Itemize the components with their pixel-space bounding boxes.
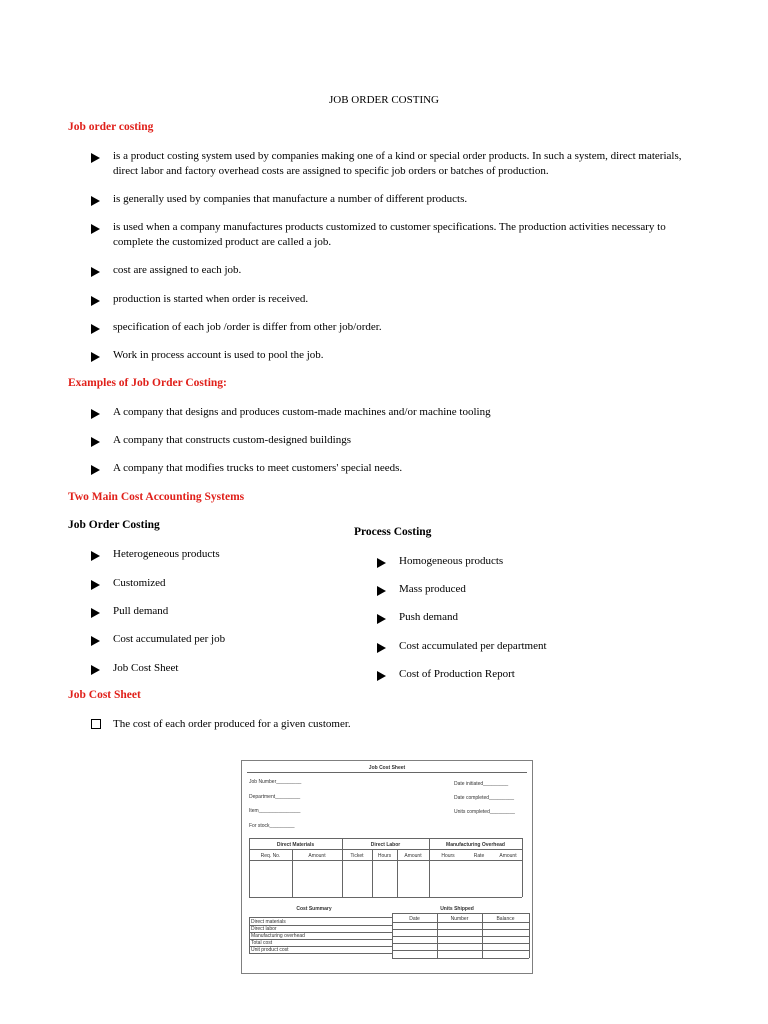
list-item: production is started when order is received. xyxy=(113,293,309,305)
column-subheader: Amount xyxy=(308,853,326,859)
cost-summary-row: Direct labor xyxy=(251,926,277,932)
column-header-manufacturing-overhead: Manufacturing Overhead xyxy=(446,842,505,848)
list-item: Pull demand xyxy=(113,605,169,617)
job-cost-sheet-form xyxy=(241,760,533,974)
list-item: Heterogeneous products xyxy=(113,548,220,560)
table-border xyxy=(392,943,529,944)
bullet-triangle-icon xyxy=(91,551,100,561)
form-field-job-number: Job Number_________ xyxy=(249,779,302,785)
section-heading-two-systems: Two Main Cost Accounting Systems xyxy=(68,491,245,503)
bullet-triangle-icon xyxy=(91,409,100,419)
table-border xyxy=(249,860,522,861)
table-border xyxy=(249,917,392,918)
bullet-triangle-icon xyxy=(377,671,386,681)
table-border xyxy=(249,917,250,953)
form-title: Job Cost Sheet xyxy=(368,765,406,771)
table-border xyxy=(249,897,522,898)
units-shipped-title: Units Shipped xyxy=(440,906,474,912)
list-item: A company that designs and produces custom-made machines and/or machine tooling xyxy=(113,406,491,418)
bullet-triangle-icon xyxy=(377,614,386,624)
bullet-triangle-icon xyxy=(91,267,100,277)
column-subheader: Req. No. xyxy=(260,853,281,859)
column-title-process-costing: Process Costing xyxy=(354,526,432,538)
table-border xyxy=(392,922,529,923)
column-subheader: Hours xyxy=(377,853,392,859)
form-rule xyxy=(247,772,527,773)
bullet-triangle-icon xyxy=(91,636,100,646)
column-header-direct-materials: Direct Materials xyxy=(276,842,315,848)
table-border xyxy=(529,913,530,958)
bullet-triangle-icon xyxy=(91,608,100,618)
table-border xyxy=(392,929,529,930)
list-item: Mass produced xyxy=(399,583,466,595)
bullet-triangle-icon xyxy=(91,196,100,206)
cost-summary-title: Cost Summary xyxy=(296,906,332,912)
cost-summary-row: Manufacturing overhead xyxy=(251,933,305,939)
form-field-for-stock: For stock_________ xyxy=(249,823,295,829)
list-item: Work in process account is used to pool the job. xyxy=(113,349,324,361)
form-field-units-completed: Units completed_________ xyxy=(454,809,515,815)
table-border xyxy=(249,953,392,954)
form-field-date-completed: Date completed_________ xyxy=(454,795,515,801)
table-border xyxy=(392,958,529,959)
table-border xyxy=(522,838,523,897)
units-shipped-header: Number xyxy=(450,916,469,922)
list-item: The cost of each order produced for a given customer. xyxy=(113,718,351,730)
form-field-item: Item_______________ xyxy=(249,808,301,814)
list-item: cost are assigned to each job. xyxy=(113,264,242,276)
cost-summary-row: Unit product cost xyxy=(251,947,289,953)
list-item: Customized xyxy=(113,577,166,589)
column-subheader: Hours xyxy=(441,853,455,859)
table-border xyxy=(392,913,529,914)
list-item-line: direct labor and factory overhead costs are assigned to specific job orders or batches of production. xyxy=(113,165,549,177)
table-border xyxy=(392,936,529,937)
list-item-line: is a product costing system used by companies making one of a kind or special order products. In such a system, direct materials, xyxy=(113,150,682,162)
form-field-date-initiated: Date initiated_________ xyxy=(454,781,509,787)
bullet-triangle-icon xyxy=(91,324,100,334)
list-item: Homogeneous products xyxy=(399,555,504,567)
list-item xyxy=(113,220,713,250)
form-field-department: Department_________ xyxy=(249,794,301,800)
bullet-triangle-icon xyxy=(91,580,100,590)
section-heading-job-order-costing: Job order costing xyxy=(68,121,154,133)
bullet-triangle-icon xyxy=(377,643,386,653)
page-title: JOB ORDER COSTING xyxy=(328,94,439,106)
bullet-triangle-icon xyxy=(91,224,100,234)
bullet-triangle-icon xyxy=(377,558,386,568)
column-subheader: Amount xyxy=(499,853,517,859)
list-item: A company that constructs custom-designed buildings xyxy=(113,434,351,446)
list-item xyxy=(113,149,713,179)
list-item: Push demand xyxy=(399,611,458,623)
units-shipped-header: Balance xyxy=(496,916,515,922)
list-item: specification of each job /order is differ from other job/order. xyxy=(113,321,382,333)
column-title-job-order-costing: Job Order Costing xyxy=(68,519,160,531)
list-item: Job Cost Sheet xyxy=(113,662,179,674)
column-subheader: Rate xyxy=(473,853,485,859)
section-heading-examples: Examples of Job Order Costing: xyxy=(68,377,227,389)
list-item-line: is used when a company manufactures products customized to customer specifications. The production activities necessary to xyxy=(113,221,666,233)
cost-summary-row: Total cost xyxy=(251,940,273,946)
section-heading-job-cost-sheet: Job Cost Sheet xyxy=(68,689,141,701)
list-item: Cost accumulated per job xyxy=(113,633,226,645)
table-border xyxy=(392,950,529,951)
list-item: A company that modifies trucks to meet customers' special needs. xyxy=(113,462,403,474)
checkbox-square-icon xyxy=(91,719,101,729)
bullet-triangle-icon xyxy=(91,352,100,362)
bullet-triangle-icon xyxy=(91,465,100,475)
list-item: Cost of Production Report xyxy=(399,668,515,680)
bullet-triangle-icon xyxy=(91,296,100,306)
column-header-direct-labor: Direct Labor xyxy=(370,842,401,848)
cost-summary-row: Direct materials xyxy=(251,919,286,925)
table-border xyxy=(249,838,522,839)
bullet-triangle-icon xyxy=(91,665,100,675)
bullet-triangle-icon xyxy=(377,586,386,596)
list-item: is generally used by companies that manufacture a number of different products. xyxy=(113,193,468,205)
table-border xyxy=(249,849,522,850)
column-subheader: Ticket xyxy=(350,853,364,859)
units-shipped-header: Date xyxy=(409,916,420,922)
list-item-line: complete the customized product are called a job. xyxy=(113,236,332,248)
bullet-triangle-icon xyxy=(91,437,100,447)
bullet-triangle-icon xyxy=(91,153,100,163)
list-item: Cost accumulated per department xyxy=(399,640,547,652)
column-subheader: Amount xyxy=(404,853,422,859)
